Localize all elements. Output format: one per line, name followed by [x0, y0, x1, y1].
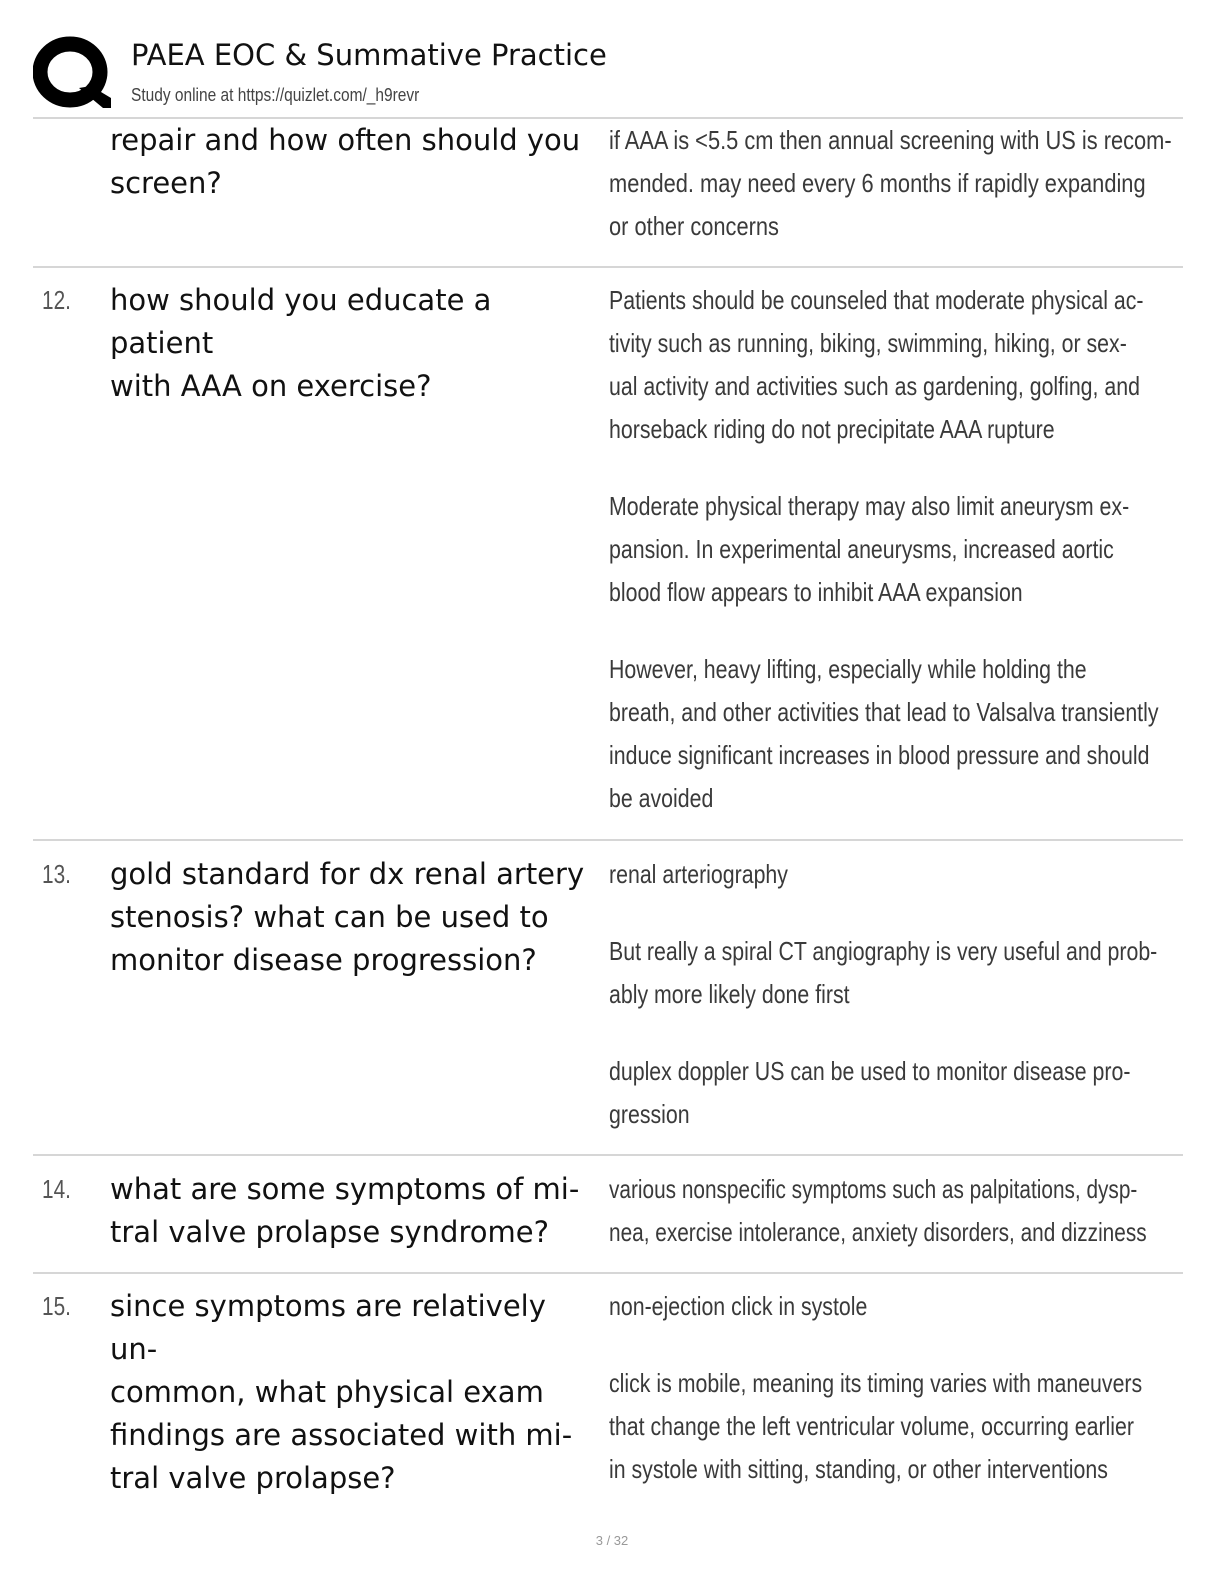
question-text [110, 119, 602, 205]
answer-line: ual activity and activities such as gardening, golfing, and [609, 371, 1140, 401]
answer-line: various nonspecific symptoms such as palpitations, dysp- [609, 1174, 1138, 1204]
divider [33, 266, 1183, 268]
question-line: what are some symptoms of mi- [110, 1172, 580, 1206]
page-header [33, 36, 1183, 116]
question-line: with AAA on exercise? [110, 369, 432, 403]
answer-text [609, 119, 1175, 248]
question-line: tral valve prolapse syndrome? [110, 1215, 549, 1249]
divider [33, 839, 1183, 841]
answer-line: non-ejection click in systole [609, 1291, 868, 1321]
answer-line: renal arteriography [609, 859, 788, 889]
card-number: 15. [42, 1291, 71, 1321]
answer-line: However, heavy lifting, especially while holding the [609, 654, 1087, 684]
quizlet-logo-icon [33, 36, 111, 110]
divider [33, 1272, 1183, 1274]
answer-line: gression [609, 1099, 690, 1129]
answer-line: nea, exercise intolerance, anxiety disorders, and dizziness [609, 1217, 1147, 1247]
question-line: common, what physical exam [110, 1375, 544, 1409]
question-line: since symptoms are relatively un- [110, 1289, 546, 1366]
answer-line: But really a spiral CT angiography is very useful and prob- [609, 936, 1158, 966]
answer-text [609, 853, 1175, 1136]
answer-text [609, 279, 1175, 820]
answer-line: be avoided [609, 783, 714, 813]
question-line: monitor disease progression? [110, 943, 537, 977]
answer-line: click is mobile, meaning its timing varies with maneuvers [609, 1368, 1143, 1398]
answer-line: that change the left ventricular volume, occurring earlier [609, 1411, 1134, 1441]
question-line: gold standard for dx renal artery [110, 857, 585, 891]
page-title: PAEA EOC & Summative Practice [131, 38, 607, 72]
answer-text [609, 1285, 1175, 1491]
answer-line: blood flow appears to inhibit AAA expansion [609, 577, 1023, 607]
question-line: stenosis? what can be used to [110, 900, 549, 934]
question-text [110, 1285, 602, 1500]
question-text [110, 1168, 602, 1254]
answer-line: horseback riding do not precipitate AAA rupture [609, 414, 1055, 444]
answer-line: Moderate physical therapy may also limit aneurysm ex- [609, 491, 1130, 521]
question-line: screen? [110, 166, 222, 200]
card-number: 13. [42, 859, 71, 889]
answer-line: if AAA is <5.5 cm then annual screening with US is recom- [609, 125, 1172, 155]
answer-text [609, 1168, 1175, 1254]
answer-line: or other concerns [609, 211, 779, 241]
card-number: 14. [42, 1174, 71, 1204]
question-text [110, 853, 602, 982]
answer-line: pansion. In experimental aneurysms, increased aortic [609, 534, 1114, 564]
card-number: 12. [42, 285, 71, 315]
question-line: tral valve prolapse? [110, 1461, 396, 1495]
answer-line: tivity such as running, biking, swimming, hiking, or sex- [609, 328, 1127, 358]
question-line: repair and how often should you [110, 123, 581, 157]
answer-line: ably more likely done first [609, 979, 850, 1009]
answer-line: Patients should be counseled that moderate physical ac- [609, 285, 1144, 315]
answer-line: in systole with sitting, standing, or other interventions [609, 1454, 1108, 1484]
question-line: how should you educate a patient [110, 283, 492, 360]
answer-line: induce significant increases in blood pressure and should [609, 740, 1150, 770]
answer-line: mended. may need every 6 months if rapidly expanding [609, 168, 1146, 198]
page-number: 3 / 32 [595, 1533, 629, 1548]
question-line: findings are associated with mi- [110, 1418, 573, 1452]
study-link[interactable]: Study online at https://quizlet.com/_h9revr [131, 85, 420, 105]
answer-line: breath, and other activities that lead to Valsalva transiently [609, 697, 1159, 727]
question-text [110, 279, 602, 408]
divider [33, 1154, 1183, 1156]
answer-line: duplex doppler US can be used to monitor disease pro- [609, 1056, 1131, 1086]
